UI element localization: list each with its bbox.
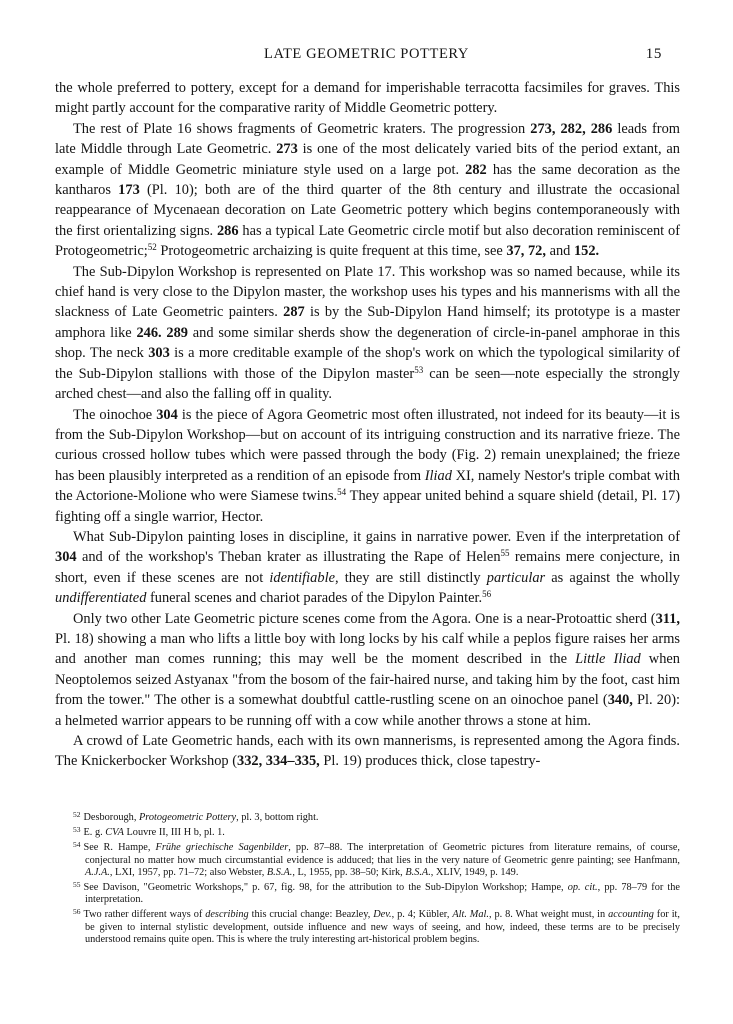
paragraph: The oinochoe 304 is the piece of Agora Geometric most often illustrated, not indeed for its beauty—it is from the Sub-Dipylon Workshop—but on account of its intriguing construction and its narrative frieze. The curious crossed hollow tubes which were passed through the body (Fig. 2) remain unexplained; the frieze has been plausibly interpreted as a rendition of an episode from Iliad XI, namely Nestor's triple combat with the Actorione-Molione who were Siamese twins.$^{54}$ They appear united behind a square shield (detail, Pl. 17) fighting off a single warrior, Hector. <box>55 406 680 525</box>
footnote-number: 54 <box>73 840 81 850</box>
footnote-text: See R. Hampe, Frühe griechische Sagenbilder, pp. 87–88. The interpretation of Geometric pictures from literature remains, of course, conjectural no matter how much circumstantial evidence is adduced; that lies in the very nature of Geometric genre painting; see Hanfmann, A.J.A., LXI, 1957, pp. 71–72; also Webster, B.S.A., L, 1955, pp. 38–50; Kirk, B.S.A., XLIV, 1949, p. 149. <box>83 842 680 878</box>
running-head-title: LATE GEOMETRIC POTTERY <box>264 46 469 62</box>
footnote <box>55 879 680 906</box>
footnote-number: 53 <box>73 825 81 835</box>
footnote-text: E. g. CVA Louvre II, III H b, pl. 1. <box>83 827 225 839</box>
paragraph: the whole preferred to pottery, except for a demand for imperishable terracotta facsimiles for graves. This might partly account for the comparative rarity of Middle Geometric pottery. <box>55 80 680 117</box>
footnote <box>55 809 680 824</box>
footnote-text: Two rather different ways of describing this crucial change: Beazley, Dev., p. 4; Kübler, Alt. Mal., p. 8. What weight must, in accounting for it, be given to internal stylistic development, outside influence and new ways of seeing, and how, indeed, these terms are to be precisely understood remains quite open. This is where the truly interesting art-historical problem begins. <box>83 909 680 945</box>
footnotes <box>55 809 680 946</box>
paragraph: What Sub-Dipylon painting loses in discipline, it gains in narrative power. Even if the interpretation of 304 and of the workshop's Theban krater as illustrating the Rape of Helen$^{55}$ remains mere conjecture, in short, even if these scenes are not identifiable, they are still distinctly particular as against the wholly undifferentiated funeral scenes and chariot parades of the Dipylon Painter.$^{56}$ <box>55 528 680 607</box>
page-number: 15 <box>645 46 662 62</box>
footnote-text: See Davison, "Geometric Workshops," p. 67, fig. 98, for the attribution to the Sub-Dipylon Workshop; Hampe, op. cit., pp. 78–79 for the interpretation. <box>83 882 680 906</box>
footnote <box>55 839 680 879</box>
paragraph: Only two other Late Geometric picture scenes come from the Agora. One is a near-Protoattic sherd (311, Pl. 18) showing a man who lifts a little boy with long locks by his calf while a peplos figure raises her arms and another man comes running; this may well be the moment described in the Little Iliad when Neoptolemos seized Astyanax "from the bosom of the fair-haired nurse, and taking him by the foot, cast him from the tower." The other is a somewhat doubtful cattle-rustling scene on an oinochoe panel (340, Pl. 20): a helmeted warrior appears to be running off with a cow while another throws a stone at him. <box>55 610 680 729</box>
footnote-number: 56 <box>73 907 81 917</box>
body-text <box>55 78 680 772</box>
paragraph: A crowd of Late Geometric hands, each with its own mannerisms, is represented among the Agora finds. The Knickerbocker Workshop (332, 334–335, Pl. 19) produces thick, close tapestry- <box>55 733 680 770</box>
footnote <box>55 906 680 946</box>
paragraph: The Sub-Dipylon Workshop is represented on Plate 17. This workshop was so named because, while its chief hand is very close to the Dipylon master, the workshop uses his types and his mannerisms with all the slackness of Late Geometric painters. 287 is by the Sub-Dipylon Hand himself; its prototype is a master amphora like 246. 289 and some similar sherds show the degeneration of circle-in-panel amphorae in this shop. The neck 303 is a more creditable example of the shop's work on which the typological similarity of the Sub-Dipylon stallions with those of the Dipylon master$^{53}$ can be seen—note especially the strongly arched chest—and also the falling off in quality. <box>55 263 681 403</box>
footnote <box>55 824 680 839</box>
paragraph: The rest of Plate 16 shows fragments of Geometric kraters. The progression 273, 282, 286 leads from late Middle through Late Geometric. 273 is one of the most delicately varied bits of the period extant, an example of Middle Geometric miniature style used on a large pot. 282 has the same decoration as the kantharos 173 (Pl. 10); both are of the third quarter of the 8th century and illustrate the occasional reappearance of Mycenaean decoration on Late Geometric pottery which begins contemporaneously with the first orientalizing signs. 286 has a typical Late Geometric circle motif but also decoration reminiscent of Protogeometric;$^{52}$ Protogeometric archaizing is quite frequent at this time, see 37, 72, and 152. <box>55 120 681 260</box>
footnote-number: 52 <box>73 810 81 819</box>
running-head <box>0 46 733 66</box>
footnote-text: Desborough, Protogeometric Pottery, pl. 3, bottom right. <box>83 812 319 823</box>
footnote-number: 55 <box>73 880 81 890</box>
